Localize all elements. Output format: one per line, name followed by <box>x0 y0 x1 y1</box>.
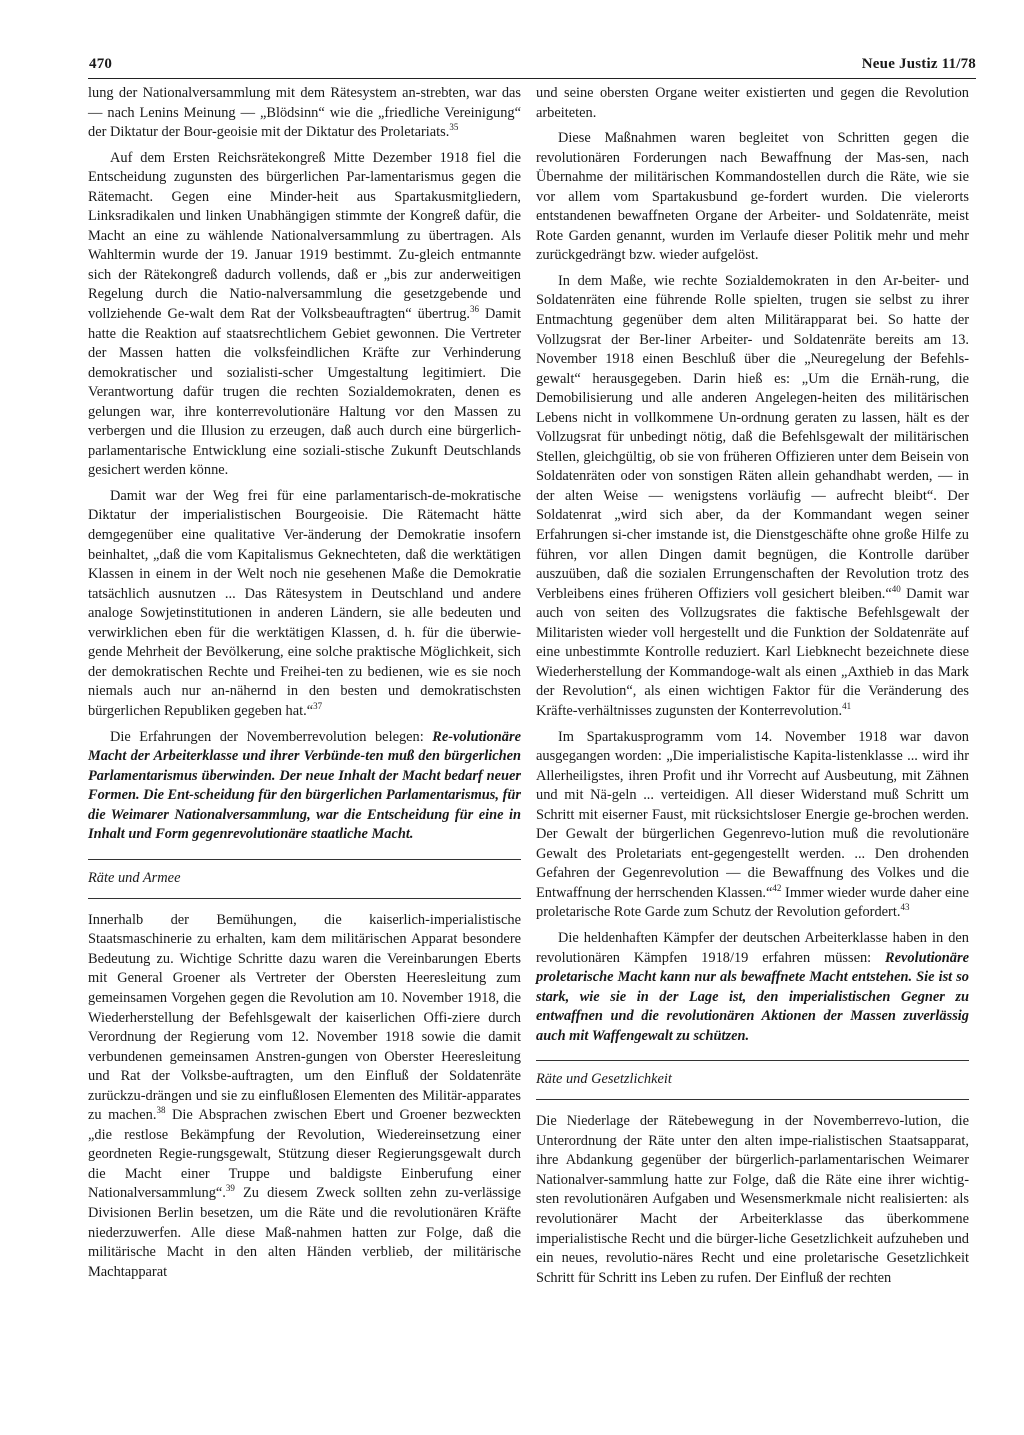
right-column <box>536 84 969 1294</box>
paragraph: Damit war der Weg frei für eine parlamentarisch-de-mokratische Diktatur der imperialistischen Bourgeoisie. Die Rätemacht hätte demgegenüber eine qualitative Ver-änderung der Demokratie insofern beinhaltet, „daß die vom Kapitalismus Geknechteten, daß die werktätigen Klassen in einem in der Welt noch nie gesehenen Maße die Demokratie tatsächlich ausnutzen ... Das Rätesystem in Deutschland und andere analoge Sowjetinstitutionen in anderen Ländern, sie alle bedeuten und verwirklichen eben für die werktätigen Klassen, d. h. für die überwie-gende Mehrheit der Bevölkerung, eine solche praktische Möglichkeit, sich der demokratischen Rechte und Freihei-ten zu bedienen, wie es sie noch niemals auch nur an-nähernd in den besten und demokratischsten bürgerlichen Republiken gegeben hat.“$^{37}$ <box>88 487 521 719</box>
footnote-ref: 36 <box>470 304 479 315</box>
section-rule <box>88 898 521 899</box>
journal-title: Neue Justiz 11/78 <box>861 56 976 72</box>
paragraph: Diese Maßnahmen waren begleitet von Schritten gegen die revolutionären Forderungen nach Bewaffnung der Mas-sen, nach Übernahme der militärischen Kommandostellen durch die Räte, wie sie vor allem vom Spartakusbund ge-fordert wurden. Die vielerorts entstandenen bewaffneten Organe der Arbeiter- und Soldatenräte, meist Rote Garden genannt, wurden im Verlaufe dieser Politik mehr und mehr zurückgedrängt bzw. wieder aufgelöst. <box>536 130 969 264</box>
paragraph: Innerhalb der Bemühungen, die kaiserlich-imperialistische Staatsmaschinerie zu erhalten, kam dem militärischen Apparat besondere Bedeutung zu. Wichtige Schritte dazu waren die Vereinbarungen Eberts mit General Groener als Vertreter der Obersten Heeresleitung zum gemeinsamen Vorgehen gegen die Revolution am 10. November 1918, die Wiederherstellung der Befehlsgewalt der kaiserlichen Offi-ziere durch Verordnung der Regierung vom 12. November 1918 sowie die damit verbundenen gemeinsamen Anstren-gungen von Oberster Heeresleitung und Rat der Volksbe-auftragten, um den Einfluß der Soldatenräte zurückzu-drängen und sie zu einflußlosen Elementen des Militär-apparates zu machen.$^{38}$ Die Absprachen zwischen Ebert und Groener bezweckten „die restlose Bekämpfung der Revolution, Wiedereinsetzung einer geordneten Regie-rungsgewalt, Stützung dieser Regierungsgewalt durch die Macht einer Truppe und baldigste Einberufung einer Nationalversammlung“.$^{39}$ Zu diesem Zweck sollten zehn zu-verlässige Divisionen Berlin besetzen, um die Räte und die revolutionären Kräfte niederzuwerfen. Alle diese Maß-nahmen hatten zur Folge, daß die militärische Macht in den alten Händen verblieb, der militärische Machtapparat <box>88 911 521 1280</box>
header-rule <box>88 78 976 79</box>
page-number: 470 <box>89 56 113 72</box>
paragraph: Auf dem Ersten Reichsrätekongreß Mitte Dezember 1918 fiel die Entscheidung zugunsten des bürgerlichen Par-lamentarismus gegen die Rätemacht. Gegen eine Minder-heit aus Spartakusmitgliedern, Linksradikalen und linken Unabhängigen stimmte der Kongreß dafür, die Macht an eine zu wählende Nationalversammlung zu übertragen. Als Wahltermin wurde der 19. Januar 1919 bestimmt. Zu-gleich entmannte sich der Rätekongreß dadurch vollends, daß er „bis zur anderweitigen Regelung durch die Natio-nalversammlung die gesetzgebende und vollziehende Ge-walt dem Rat der Volksbeauftragten“ übertrug.$^{36}$ Damit hatte die Reaktion auf staatsrechtlichem Gebiet gewonnen. Die Vertreter der Massen hatten die volksfeindlichen Kräfte zur Verhinderung demokratischer und sozialisti-scher Umgestaltung legitimiert. Die Verantwortung dafür trugen die rechten Sozialdemokraten, denen es gelungen war, ihre konterrevolutionäre Haltung vor den Massen zu verbergen und die Illusion zu erzeugen, daß auch durch eine bürgerlich-parlamentarische Entwicklung eine soziali-stische Zukunft Deutschlands gesichert werden könne. <box>88 149 521 479</box>
section-heading: Räte und Gesetzlichkeit <box>536 1071 672 1088</box>
paragraph: Die heldenhaften Kämpfer der deutschen Arbeiterklasse haben in den revolutionären Kämpfen 1918/19 erfahren müssen: Revolutionäre proletarische Macht kann nur als bewaffnete Macht entstehen. Sie ist so stark, wie sie in der Lage ist, den imperialistischen Gegner zu entwaffnen und die revolutionären Aktionen der Massen zuverlässig auch mit Waffengewalt zu schützen. <box>536 929 969 1044</box>
footnote-ref: 35 <box>449 122 459 133</box>
footnote-ref: 39 <box>225 1183 235 1194</box>
emphasis-text: Revolutionäre proletarische Macht kann nur als bewaffnete Macht entstehen. Sie ist so stark, wie sie in der Lage ist, den imperialistischen Gegner zu entwaffnen und die revolutionären Aktionen der Massen zuverlässig auch mit Waffengewalt zu schützen. <box>536 949 969 1044</box>
footnote-ref: 38 <box>156 1105 166 1116</box>
paragraph: In dem Maße, wie rechte Sozialdemokraten in den Ar-beiter- und Soldatenräten eine führende Rolle spielten, trugen sie selbst zu ihrer Entmachtung gegenüber dem alten Militärapparat bei. So hatte der Vollzugsrat der Ber-liner Arbeiter- und Soldatenräte bereits am 13. November 1918 einen Beschluß über die „Neuregelung der Befehls-gewalt“ herausgegeben. Darin hieß es: „Um die Ernäh-rung, die Demobilisierung und alle anderen Angelegen-heiten des militärischen Lebens nicht in vollkommene Un-ordnung geraten zu lassen, hält es der Vollzugsrat für unbedingt nötig, daß die Befehlsgewalt der militärischen Stellen, gleichgültig, ob sie von früheren Offizieren unter dem Beisein von Soldatenräten oder von sonstigen Räten allein gehandhabt werden, — in der alten Weise — wenigstens vorläufig — aufrecht bleibt“. Der Soldatenrat „wird sich aber, da der Kommandant wegen seiner Erfahrungen si-cher imstande ist, die Dienstgeschäfte ohne große Hilfe zu führen, vor allen Dingen damit begnügen, die Kontrolle darüber auszuüben, daß die sozialen Errungenschaften der Revolution trotz des Verbleibens eines früheren Offiziers voll gesichert bleiben.“$^{40}$ Damit war auch von seiten des Vollzugsrates die faktische Befehlsgewalt der Militaristen wieder voll hergestellt und die Funktion der Soldatenräte auf eine unbestimmte Kontrolle reduziert. Karl Liebknecht bezeichnete diese Wiederherstellung der Kommandoge-walt als einen „Axthieb in das Mark der Revolution“, als einen wichtigen Faktor für die Veränderung des Kräfte-verhältnisses zugunsten der Konterrevolution.$^{41}$ <box>536 272 969 719</box>
paragraph: Die Niederlage der Rätebewegung in der Novemberrevo-lution, die Unterordnung der Räte unter den alten impe-rialistischen Staatsapparat, ihre Abdankung gegenüber der bürgerlich-parlamentarischen Weimarer Nationalver-sammlung hatte zur Folge, daß die Räte eine ihrer wichtig-sten revolutionären Aufgaben und Wesensmerkmale nicht realisierten: als revolutionärer Macht der Arbeiterklasse das überkommene imperialistische Recht und die bürger-liche Gesetzlichkeit aufzuheben und ein neues, revolutio-näres Recht und eine proletarische Gesetzlichkeit Schritt für Schritt ins Leben zu rufen. Der Einfluß der rechten <box>536 1113 969 1286</box>
paragraph: Die Erfahrungen der Novemberrevolution belegen: Re-volutionäre Macht der Arbeiterklasse und ihrer Verbünde-ten muß den bürgerlichen Parlamentarismus überwinden. Der neue Inhalt der Macht bedarf neuer Formen. Die Ent-scheidung für den bürgerlichen Parlamentarismus, für die Weimarer Nationalversammlung, war die Entscheidung für eine in Inhalt und Form gegenrevolutionäre staatliche Macht. <box>88 728 521 843</box>
left-column <box>88 84 521 1288</box>
emphasis-text: Re-volutionäre Macht der Arbeiterklasse und ihrer Verbünde-ten muß den bürgerlichen Parlamentarismus überwinden. Der neue Inhalt der Macht bedarf neuer Formen. Die Ent-scheidung für den bürgerlichen Parlamentarismus, für die Weimarer Nationalversammlung, war die Entscheidung für eine in Inhalt und Form gegenrevolutionäre staatliche Macht. <box>88 728 521 843</box>
footnote-ref: 42 <box>772 883 782 894</box>
paragraph: und seine obersten Organe weiter existierten und gegen die Revolution arbeiteten. <box>536 85 969 121</box>
footnote-ref: 37 <box>313 701 323 712</box>
paragraph: lung der Nationalversammlung mit dem Rätesystem an-strebten, war das — nach Lenins Meinung — „Blödsinn“ wie die „friedliche Vereinigung“ der Diktatur der Bour-geoisie mit der Diktatur des Proletariats.$^{35}$ <box>88 85 521 141</box>
section-rule <box>536 1060 969 1061</box>
section-rule <box>536 1099 969 1100</box>
footnote-ref: 41 <box>842 701 852 712</box>
paragraph: Im Spartakusprogramm vom 14. November 1918 war davon ausgegangen worden: „Die imperialistische Kapita-listenklasse ... wird ihr Allerheiligstes, ihren Profit und ihr Vorrecht auf Ausbeutung, mit Zähnen und mit Nä-geln ... verteidigen. All dieser Widerstand muß Schritt um Schritt mit eiserner Faust, mit rücksichtsloser Energie ge-brochen werden. Der Gewalt der bürgerlichen Gegenrevo-lution muß die revolutionäre Gewalt des Proletariats ent-gegengestellt werden. ... Den drohenden Gefahren der Gegenrevolution — die Bewaffnung des Volkes und die Entwaffnung der herrschenden Klassen.“$^{42}$ Immer wieder wurde daher eine proletarische Rote Garde zum Schutz der Revolution gefordert.$^{43}$ <box>536 728 970 921</box>
footnote-ref: 43 <box>900 902 910 913</box>
footnote-ref: 40 <box>891 583 901 594</box>
section-rule <box>88 859 521 860</box>
section-heading: Räte und Armee <box>88 869 181 886</box>
